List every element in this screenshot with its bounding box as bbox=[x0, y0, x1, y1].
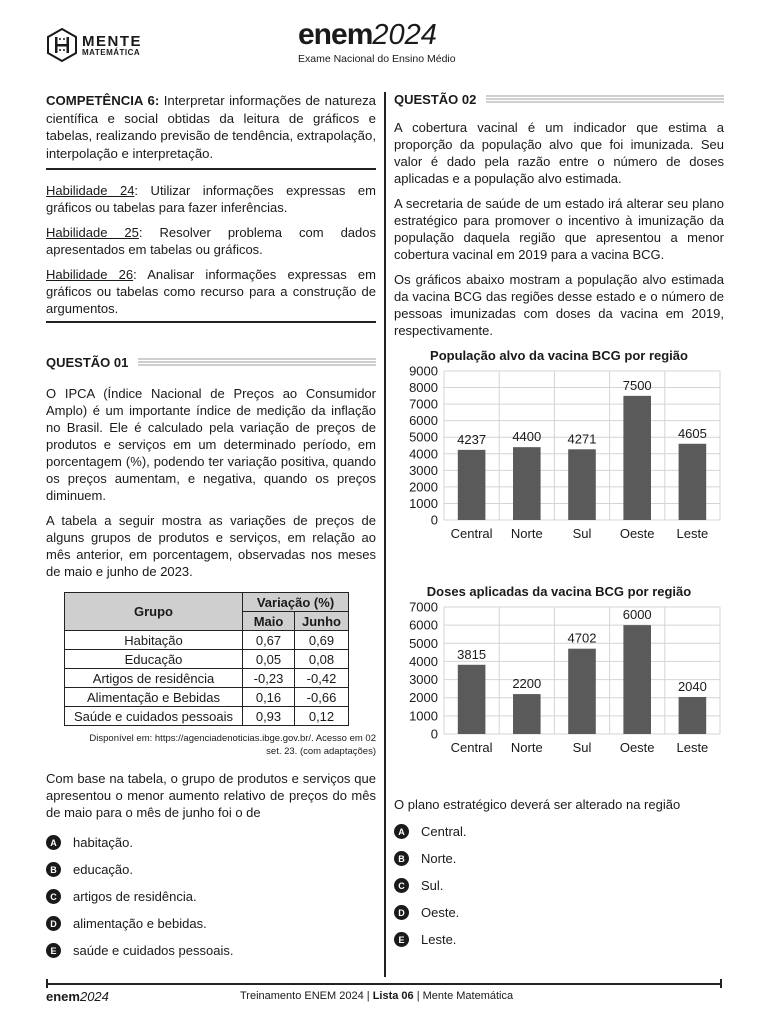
x-tick-label: Norte bbox=[510, 526, 543, 541]
x-tick-label: Leste bbox=[676, 740, 709, 755]
data-label: 7500 bbox=[622, 377, 652, 393]
q1-options bbox=[46, 829, 376, 964]
table-row: Habitação 0,67 0,69 bbox=[65, 631, 349, 650]
footer-text: Treinamento ENEM 2024 | Lista 06 | Mente Matemática bbox=[240, 990, 514, 1002]
chart-bar bbox=[513, 447, 541, 520]
y-tick-label: 5000 bbox=[409, 635, 438, 651]
q1-option-b[interactable]: B educação. bbox=[46, 856, 376, 883]
q2-option-c[interactable]: C Sul. bbox=[394, 872, 724, 899]
chart-populacao-alvo bbox=[394, 363, 724, 571]
chart-bar bbox=[568, 449, 596, 520]
data-label: 2040 bbox=[677, 678, 707, 694]
y-tick-label: 5000 bbox=[409, 429, 438, 445]
y-tick-label: 9000 bbox=[409, 363, 438, 379]
competencia-text: Interpretar informações de natureza científica e social obtidas da leitura de gráficos e tabelas, realizando previsão de tendência, extrapolação, interpolação e interpretação. bbox=[46, 93, 376, 161]
question-02-heading: QUESTÃO 02 bbox=[394, 92, 724, 107]
chart-bar bbox=[623, 625, 651, 734]
table-row: Saúde e cuidados pessoais 0,93 0,12 bbox=[65, 707, 349, 726]
q1-option-c[interactable]: C artigos de residência. bbox=[46, 883, 376, 910]
footer-tick-right bbox=[720, 979, 722, 988]
hexagon-logo-icon bbox=[46, 28, 78, 62]
x-tick-label: Oeste bbox=[619, 526, 655, 541]
th-junho: Junho bbox=[295, 612, 349, 631]
chart-bar bbox=[679, 444, 707, 520]
th-maio: Maio bbox=[243, 612, 295, 631]
x-tick-label: Norte bbox=[510, 740, 543, 755]
logo-sub-text: MATEMÁTICA bbox=[82, 47, 141, 57]
chart-bar bbox=[513, 694, 541, 734]
data-label: 4237 bbox=[457, 431, 487, 447]
habilidade-25: Habilidade 25: Resolver problema com dados apresentados em tabelas ou gráficos. bbox=[46, 225, 376, 257]
question-01-heading: QUESTÃO 01 bbox=[46, 355, 376, 370]
habilidade-24: Habilidade 24: Utilizar informações expressas em gráficos ou tabelas para fazer inferências. bbox=[46, 183, 376, 215]
ipca-table bbox=[64, 592, 349, 726]
q2-paragraph-1: A cobertura vacinal é um indicador que estima a proporção da população alvo que foi imunizada. Seu valor é dado pela razão entre o número de doses aplicadas e a população alvo estimada. bbox=[394, 120, 724, 186]
data-label: 4605 bbox=[677, 425, 707, 441]
footer-line bbox=[46, 983, 722, 985]
x-tick-label: Oeste bbox=[619, 740, 655, 755]
y-tick-label: 7000 bbox=[409, 396, 438, 412]
y-tick-label: 4000 bbox=[409, 653, 438, 669]
column-divider bbox=[384, 92, 386, 977]
q2-paragraph-2: A secretaria de saúde de um estado irá alterar seu plano estratégico para promover o incentivo à imunização da população daquela região que apresentou a menor cobertura vacinal em 2019 para a vacina BCG. bbox=[394, 196, 724, 262]
y-tick-label: 6000 bbox=[409, 413, 438, 429]
q2-option-b[interactable]: B Norte. bbox=[394, 845, 724, 872]
y-tick-label: 2000 bbox=[409, 690, 438, 706]
x-tick-label: Leste bbox=[676, 526, 709, 541]
q2-option-a[interactable]: A Central. bbox=[394, 818, 724, 845]
chart2-title: Doses aplicadas da vacina BCG por região bbox=[426, 584, 692, 599]
habilidades-block bbox=[46, 170, 376, 323]
table-row: Educação 0,05 0,08 bbox=[65, 650, 349, 669]
chart-bar bbox=[679, 697, 707, 734]
data-label: 6000 bbox=[622, 607, 652, 623]
left-column bbox=[46, 92, 376, 964]
x-tick-label: Sul bbox=[572, 526, 592, 541]
y-tick-label: 7000 bbox=[409, 599, 438, 615]
data-label: 4702 bbox=[567, 630, 597, 646]
q1-option-a[interactable]: A habitação. bbox=[46, 829, 376, 856]
habilidade-26: Habilidade 26: Analisar informações expressas em gráficos ou tabelas como recurso para a construção de argumentos. bbox=[46, 267, 376, 316]
chart-bar bbox=[568, 649, 596, 734]
x-tick-label: Central bbox=[450, 740, 493, 755]
y-tick-label: 4000 bbox=[409, 446, 438, 462]
y-tick-label: 1000 bbox=[409, 495, 438, 511]
mente-matematica-logo bbox=[46, 28, 142, 62]
y-tick-label: 8000 bbox=[409, 380, 438, 396]
data-label: 2200 bbox=[512, 676, 542, 692]
data-label: 3815 bbox=[457, 646, 487, 662]
data-label: 4400 bbox=[512, 429, 542, 445]
x-tick-label: Central bbox=[450, 526, 493, 541]
q1-option-e[interactable]: E saúde e cuidados pessoais. bbox=[46, 937, 376, 964]
y-tick-label: 2000 bbox=[409, 479, 438, 495]
chart-doses-aplicadas bbox=[394, 599, 724, 779]
chart-bar bbox=[458, 665, 486, 734]
q2-option-e[interactable]: E Leste. bbox=[394, 926, 724, 953]
th-variacao: Variação (%) bbox=[243, 593, 349, 612]
q2-prompt: O plano estratégico deverá ser alterado na região bbox=[394, 797, 681, 812]
y-tick-label: 6000 bbox=[409, 617, 438, 633]
q2-paragraph-3: Os gráficos abaixo mostram a população alvo estimada da vacina BCG das regiões desse estado e o número de pessoas imunizadas com doses da vacina em 2019, respectivamente. bbox=[394, 272, 724, 338]
y-tick-label: 1000 bbox=[409, 708, 438, 724]
table-row: Artigos de residência -0,23 -0,42 bbox=[65, 669, 349, 688]
y-tick-label: 3000 bbox=[409, 672, 438, 688]
y-tick-label: 3000 bbox=[409, 462, 438, 478]
data-label: 4271 bbox=[567, 431, 597, 447]
enem-title: enem2024 bbox=[298, 18, 437, 51]
table-source: Disponível em: https://agenciadenoticias.ibge.gov.br/. Acesso em 02 set. 23. (com adaptações) bbox=[89, 733, 376, 757]
chart1-title: População alvo da vacina BCG por região bbox=[430, 348, 688, 363]
q1-paragraph-2: A tabela a seguir mostra as variações de preços de alguns grupos de produtos e serviços, em relação ao mês anterior, em porcentagem, observadas nos meses de maio e junho de 2023. bbox=[46, 513, 376, 579]
x-tick-label: Sul bbox=[572, 740, 592, 755]
competencia-block bbox=[46, 92, 376, 170]
q2-options bbox=[394, 818, 724, 953]
q2-option-d[interactable]: D Oeste. bbox=[394, 899, 724, 926]
chart-bar bbox=[458, 450, 486, 520]
right-column bbox=[394, 92, 724, 953]
enem-subtitle: Exame Nacional do Ensino Médio bbox=[298, 53, 456, 65]
competencia-label: COMPETÊNCIA 6: bbox=[46, 93, 160, 108]
footer-enem-logo: enem2024 bbox=[46, 989, 109, 1004]
y-tick-label: 0 bbox=[430, 726, 438, 742]
q1-option-d[interactable]: D alimentação e bebidas. bbox=[46, 910, 376, 937]
chart-bar bbox=[623, 396, 651, 520]
table-row: Alimentação e Bebidas 0,16 -0,66 bbox=[65, 688, 349, 707]
q1-paragraph-1: O IPCA (Índice Nacional de Preços ao Consumidor Amplo) é um importante índice de medição da inflação no Brasil. Ele é calculado pela variação de preços de produtos e serviços em um determinado período, em porcentagem (%), podendo ter variação positiva, quando os preços aumentam, e negativa, quando os preços diminuem. bbox=[46, 386, 376, 503]
th-grupo: Grupo bbox=[65, 593, 243, 631]
q1-prompt: Com base na tabela, o grupo de produtos e serviços que apresentou o menor aumento relativo de preços do mês de maio para o mês de junho foi o de bbox=[46, 771, 376, 820]
logo-main-text: MENTE bbox=[82, 32, 142, 50]
page-header bbox=[0, 0, 768, 80]
y-tick-label: 0 bbox=[430, 512, 438, 528]
